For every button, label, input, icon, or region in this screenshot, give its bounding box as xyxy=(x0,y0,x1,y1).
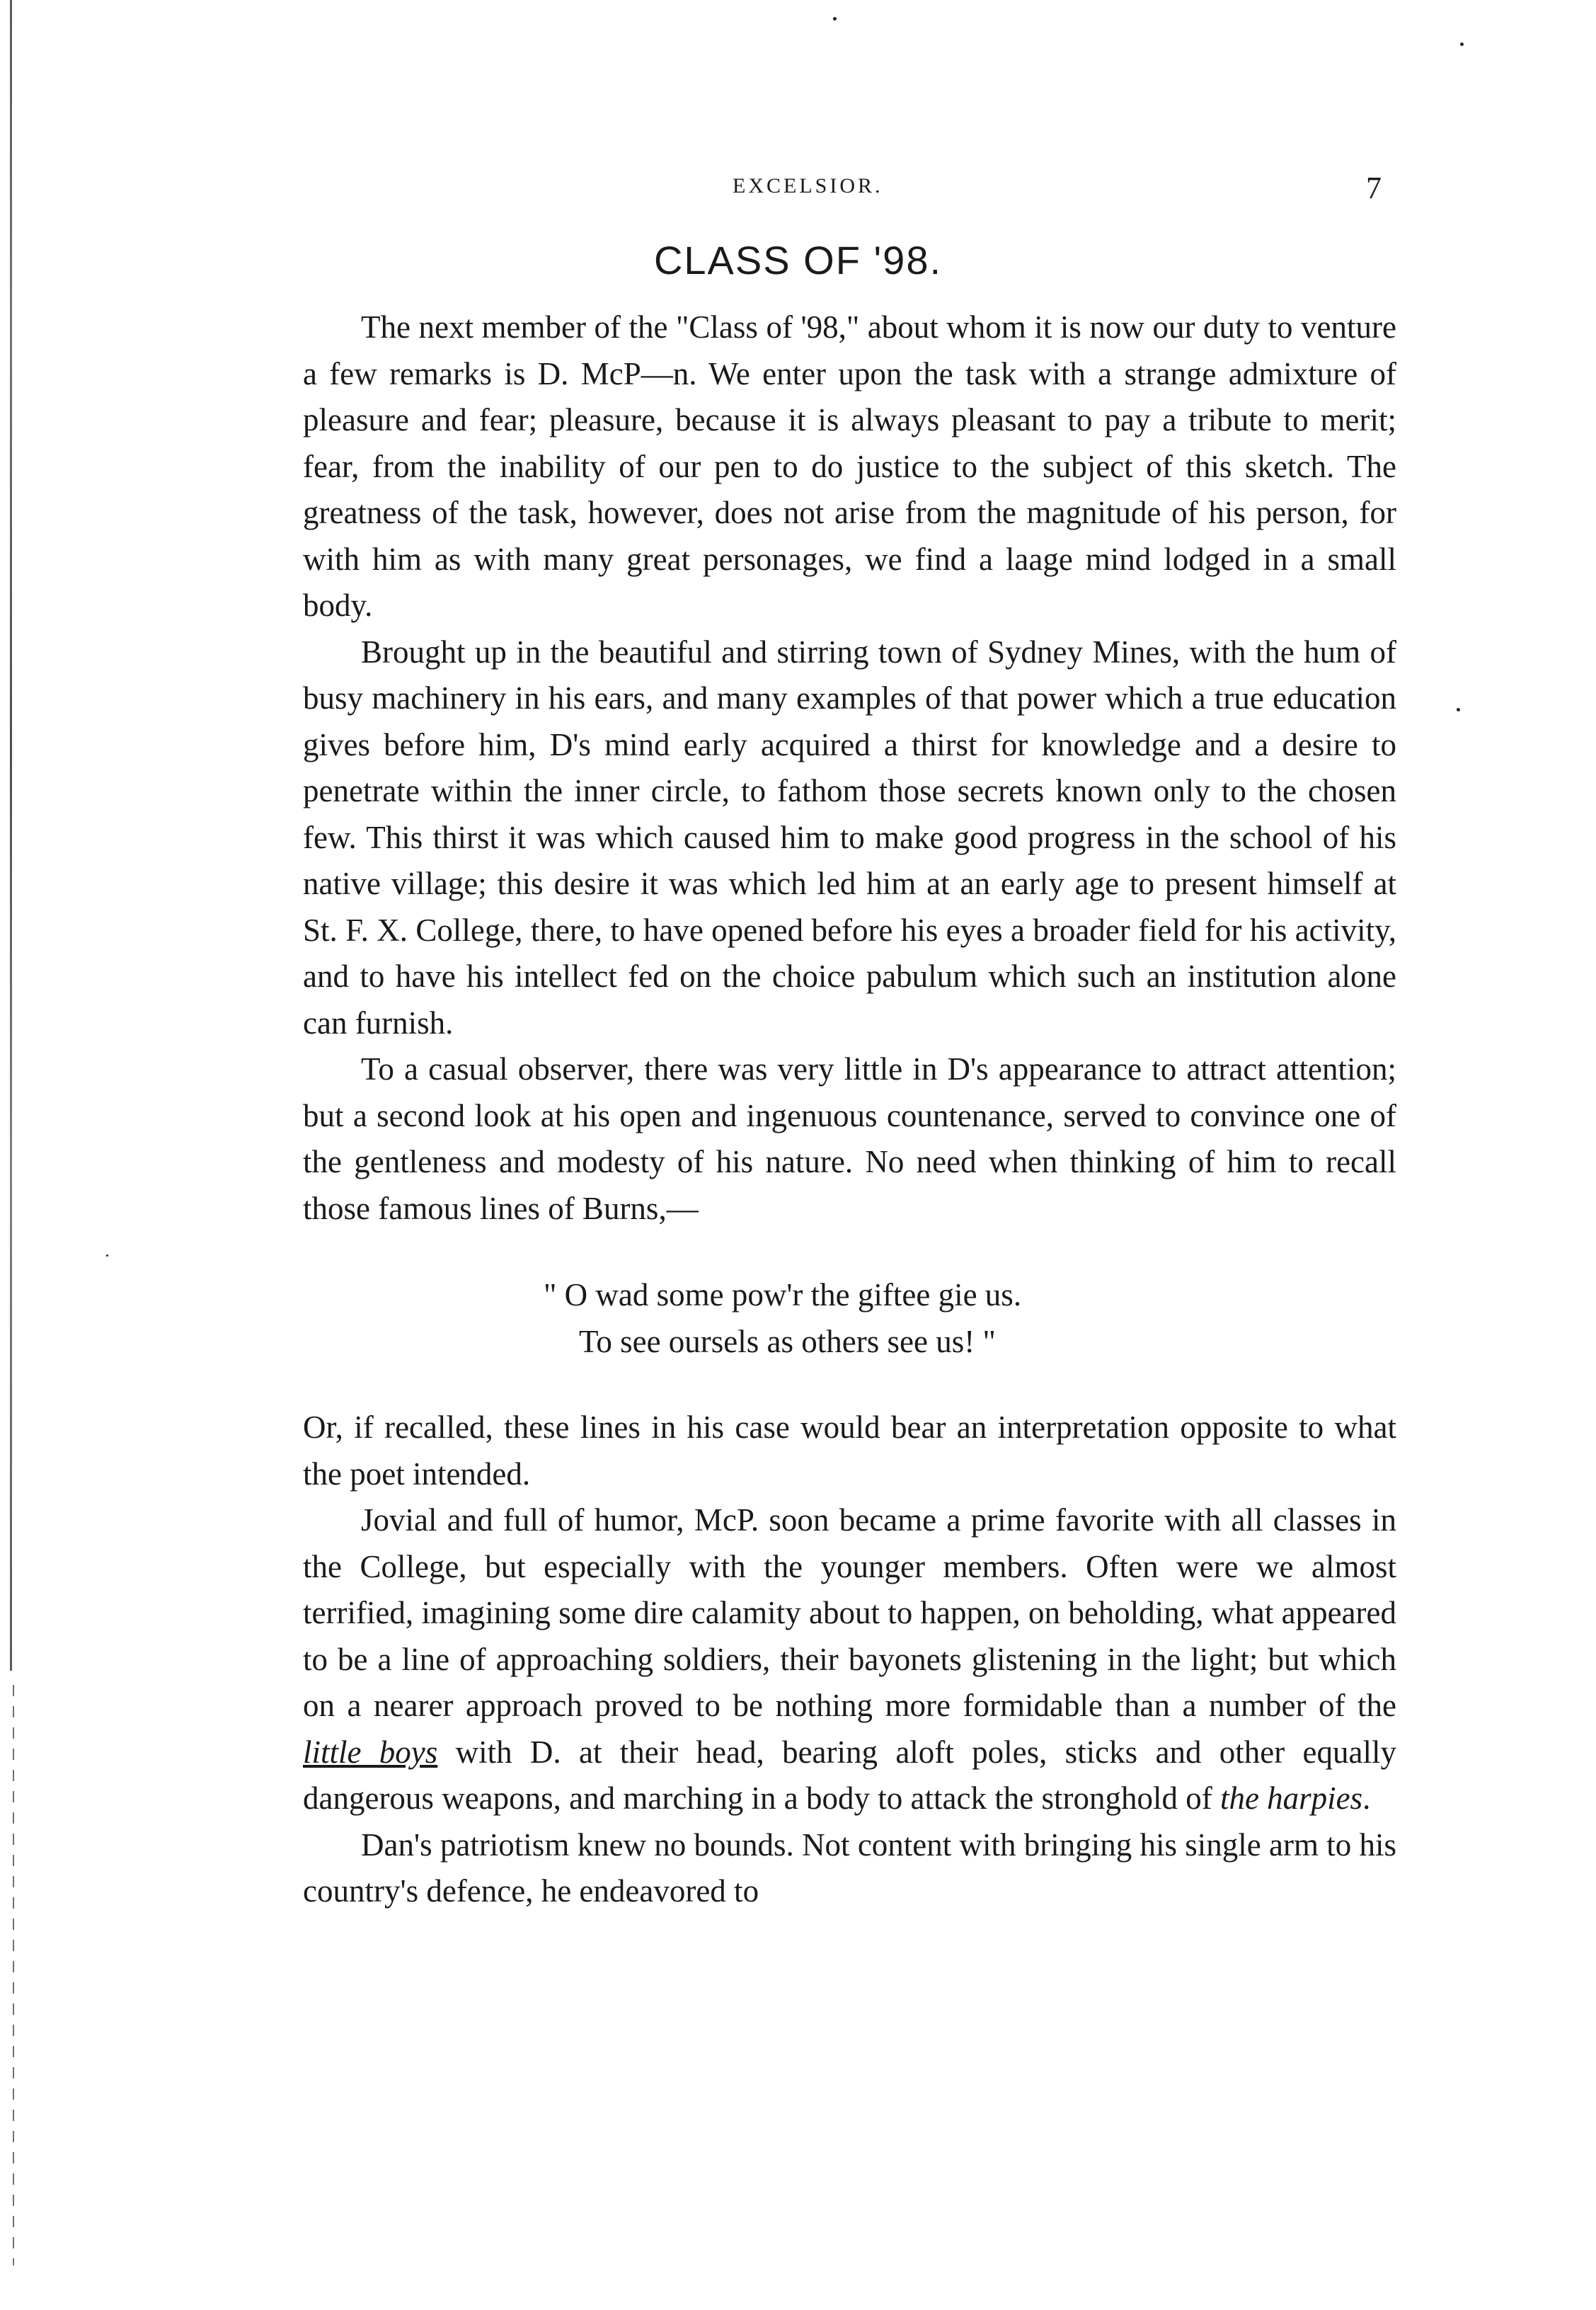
article-title: CLASS OF '98. xyxy=(653,238,943,282)
running-head: EXCELSIOR. xyxy=(733,174,883,198)
paragraph-appearance: To a casual observer, there was very little in D's appearance to attract attention; but a second look at his open and ingenuous countenance, served to convince one of the gentleness and modesty of his nature. No need when thinking of him to recall those famous lines of Burns,— xyxy=(303,1051,1396,1226)
verse-line-2: To see oursels as others see us! " xyxy=(579,1324,996,1359)
verse-line-1: " O wad some pow'r the giftee gie us. xyxy=(544,1277,1022,1313)
burns-quotation xyxy=(303,1271,1396,1365)
paragraph-upbringing: Brought up in the beautiful and stirring town of Sydney Mines, with the hum of busy machinery in his ears, and many examples of that power which a true education gives before him, D's mind early acquired a thirst for knowledge and a desire to penetrate within the inner circle, to fathom those secrets known only to the chosen few. This thirst it was which caused him to make good progress in the school of his native village; this desire it was which led him at an early age to present himself at St. F. X. College, there, to have opened before his eyes a broader field for his activity, and to have his intellect fed on the choice pabulum which such an institution alone can furnish. xyxy=(303,634,1396,1041)
scan-speck xyxy=(106,1254,108,1257)
harpies-phrase: the harpies xyxy=(1219,1780,1363,1816)
paragraph-jovial-text-2: with D. at their head, bearing aloft poles, sticks and other equally dangerous weapons, and marching in a body to attack the stronghold of xyxy=(303,1734,1396,1816)
little-boys-phrase: little boys xyxy=(303,1734,438,1770)
article-body xyxy=(303,304,1396,1915)
paragraph-jovial xyxy=(303,1497,1396,1822)
paragraph-introduction: The next member of the "Class of '98," about whom it is now our duty to venture a few remarks is D. McP—n. We enter upon the task with a strange admixture of pleasure and fear; pleasure, because it is always pleasant to pay a tribute to merit; fear, from the inability of our pen to do justice to the subject of this sketch. The greatness of the task, however, does not arise from the magnitude of his person, for with him as with many great personages, we find a laage mind lodged in a small body. xyxy=(303,309,1396,623)
page-number: 7 xyxy=(1366,171,1382,205)
paragraph-jovial-text-3: . xyxy=(1362,1780,1371,1816)
paragraph-patriotism: Dan's patriotism knew no bounds. Not content with bringing his single arm to his country's defence, he endeavored to xyxy=(303,1826,1396,1909)
scan-edge-mark-lower xyxy=(13,1685,14,2265)
scan-speck xyxy=(1460,42,1464,46)
scan-speck xyxy=(1457,708,1460,711)
paragraph-interpretation: Or, if recalled, these lines in his case would bear an interpretation opposite to what the poet intended. xyxy=(303,1410,1396,1492)
paragraph-jovial-text-1: Jovial and full of humor, McP. soon became a prime favorite with all classes in the College, but especially with the younger members. Often were we almost terrified, imagining some dire calamity about to happen, on beholding, what appeared to be a line of approaching soldiers, their bayonets glistening in the light; but which on a nearer approach proved to be nothing more formidable than a number of the xyxy=(303,1502,1396,1723)
scan-speck xyxy=(833,17,837,21)
page-header xyxy=(0,170,1596,212)
